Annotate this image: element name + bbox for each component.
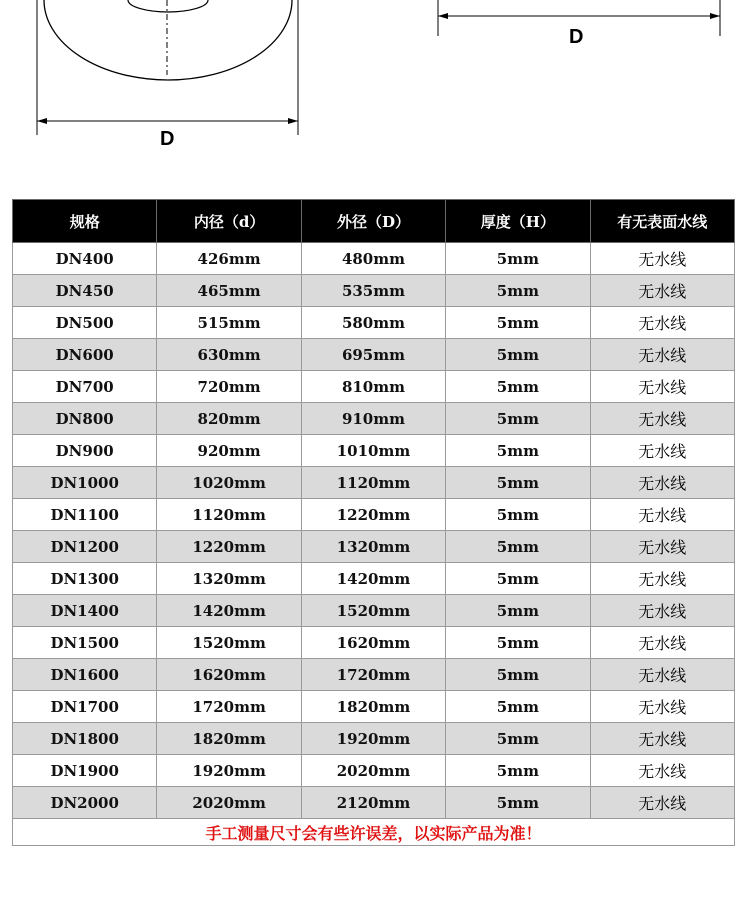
table-row — [13, 339, 735, 371]
arrowhead-left — [438, 13, 448, 19]
water-line-cell: 无水线 — [590, 435, 734, 467]
outer-diameter-cell: 810mm — [301, 371, 445, 403]
header-outer-diameter: 外径（D） — [301, 200, 445, 243]
spec-cell: DN1800 — [13, 723, 157, 755]
water-line-cell: 无水线 — [590, 755, 734, 787]
spec-cell: DN500 — [13, 307, 157, 339]
header-water-line: 有无表面水线 — [590, 200, 734, 243]
spec-cell: DN1100 — [13, 499, 157, 531]
table-row — [13, 403, 735, 435]
spec-cell: DN1900 — [13, 755, 157, 787]
thickness-cell: 5mm — [446, 403, 590, 435]
thickness-cell: 5mm — [446, 723, 590, 755]
thickness-cell: 5mm — [446, 691, 590, 723]
water-line-cell: 无水线 — [590, 691, 734, 723]
outer-diameter-cell: 1420mm — [301, 563, 445, 595]
table-row — [13, 243, 735, 275]
thickness-cell: 5mm — [446, 563, 590, 595]
inner-diameter-cell: 1720mm — [157, 691, 301, 723]
thickness-cell: 5mm — [446, 275, 590, 307]
table-header-row — [13, 200, 735, 243]
water-line-cell: 无水线 — [590, 595, 734, 627]
inner-diameter-cell: 2020mm — [157, 787, 301, 819]
water-line-cell: 无水线 — [590, 499, 734, 531]
inner-diameter-cell: 1520mm — [157, 627, 301, 659]
water-line-cell: 无水线 — [590, 787, 734, 819]
thickness-cell: 5mm — [446, 627, 590, 659]
inner-diameter-cell: 1320mm — [157, 563, 301, 595]
ring-side-view-diagram — [0, 0, 750, 60]
inner-diameter-cell: 515mm — [157, 307, 301, 339]
outer-diameter-label-right: D — [569, 26, 584, 48]
inner-diameter-cell: 920mm — [157, 435, 301, 467]
arrowhead-right — [288, 118, 298, 124]
table-row — [13, 659, 735, 691]
thickness-cell: 5mm — [446, 339, 590, 371]
inner-diameter-cell: 1620mm — [157, 659, 301, 691]
spec-cell: DN600 — [13, 339, 157, 371]
outer-diameter-cell: 1720mm — [301, 659, 445, 691]
spec-table — [12, 199, 735, 846]
note-row — [13, 819, 735, 846]
outer-diameter-cell: 1620mm — [301, 627, 445, 659]
water-line-cell: 无水线 — [590, 627, 734, 659]
thickness-cell: 5mm — [446, 243, 590, 275]
water-line-cell: 无水线 — [590, 339, 734, 371]
outer-diameter-cell: 910mm — [301, 403, 445, 435]
outer-diameter-cell: 580mm — [301, 307, 445, 339]
inner-diameter-cell: 465mm — [157, 275, 301, 307]
table-row — [13, 435, 735, 467]
arrowhead-right — [710, 13, 720, 19]
water-line-cell: 无水线 — [590, 371, 734, 403]
water-line-cell: 无水线 — [590, 403, 734, 435]
table-row — [13, 723, 735, 755]
inner-diameter-cell: 426mm — [157, 243, 301, 275]
spec-cell: DN2000 — [13, 787, 157, 819]
table-row — [13, 499, 735, 531]
thickness-cell: 5mm — [446, 467, 590, 499]
inner-diameter-cell: 1920mm — [157, 755, 301, 787]
table-row — [13, 755, 735, 787]
thickness-cell: 5mm — [446, 595, 590, 627]
table-row — [13, 467, 735, 499]
spec-cell: DN1200 — [13, 531, 157, 563]
thickness-cell: 5mm — [446, 787, 590, 819]
arrowhead-left — [37, 118, 47, 124]
water-line-cell: 无水线 — [590, 563, 734, 595]
thickness-cell: 5mm — [446, 499, 590, 531]
table-row — [13, 691, 735, 723]
spec-cell: DN1600 — [13, 659, 157, 691]
water-line-cell: 无水线 — [590, 467, 734, 499]
outer-diameter-label-left: D — [160, 128, 175, 150]
water-line-cell: 无水线 — [590, 275, 734, 307]
spec-cell: DN1500 — [13, 627, 157, 659]
inner-diameter-cell: 1220mm — [157, 531, 301, 563]
outer-diameter-cell: 1010mm — [301, 435, 445, 467]
water-line-cell: 无水线 — [590, 659, 734, 691]
outer-diameter-cell: 480mm — [301, 243, 445, 275]
inner-diameter-cell: 820mm — [157, 403, 301, 435]
water-line-cell: 无水线 — [590, 723, 734, 755]
table-row — [13, 531, 735, 563]
table-row — [13, 275, 735, 307]
spec-cell: DN450 — [13, 275, 157, 307]
table-row — [13, 563, 735, 595]
table-row — [13, 371, 735, 403]
table-row — [13, 627, 735, 659]
measurement-note: 手工测量尺寸会有些许误差，以实际产品为准！ — [13, 819, 735, 846]
spec-cell: DN1700 — [13, 691, 157, 723]
spec-cell: DN400 — [13, 243, 157, 275]
water-line-cell: 无水线 — [590, 307, 734, 339]
spec-cell: DN1000 — [13, 467, 157, 499]
header-inner-diameter: 内径（d） — [157, 200, 301, 243]
spec-cell: DN1400 — [13, 595, 157, 627]
table-row — [13, 595, 735, 627]
thickness-cell: 5mm — [446, 531, 590, 563]
thickness-cell: 5mm — [446, 307, 590, 339]
spec-cell: DN700 — [13, 371, 157, 403]
outer-diameter-cell: 2120mm — [301, 787, 445, 819]
thickness-cell: 5mm — [446, 659, 590, 691]
inner-diameter-cell: 1120mm — [157, 499, 301, 531]
header-spec: 规格 — [13, 200, 157, 243]
outer-diameter-cell: 1520mm — [301, 595, 445, 627]
thickness-cell: 5mm — [446, 755, 590, 787]
table-row — [13, 307, 735, 339]
outer-diameter-cell: 1920mm — [301, 723, 445, 755]
spec-cell: DN800 — [13, 403, 157, 435]
thickness-cell: 5mm — [446, 371, 590, 403]
header-thickness: 厚度（H） — [446, 200, 590, 243]
inner-diameter-cell: 1020mm — [157, 467, 301, 499]
water-line-cell: 无水线 — [590, 531, 734, 563]
thickness-cell: 5mm — [446, 435, 590, 467]
inner-diameter-cell: 720mm — [157, 371, 301, 403]
spec-cell: DN1300 — [13, 563, 157, 595]
outer-diameter-cell: 695mm — [301, 339, 445, 371]
table-row — [13, 787, 735, 819]
water-line-cell: 无水线 — [590, 243, 734, 275]
outer-diameter-cell: 535mm — [301, 275, 445, 307]
inner-diameter-cell: 1820mm — [157, 723, 301, 755]
inner-diameter-cell: 630mm — [157, 339, 301, 371]
outer-diameter-cell: 2020mm — [301, 755, 445, 787]
outer-diameter-cell: 1820mm — [301, 691, 445, 723]
spec-cell: DN900 — [13, 435, 157, 467]
inner-diameter-cell: 1420mm — [157, 595, 301, 627]
outer-diameter-cell: 1320mm — [301, 531, 445, 563]
outer-diameter-cell: 1220mm — [301, 499, 445, 531]
outer-diameter-cell: 1120mm — [301, 467, 445, 499]
